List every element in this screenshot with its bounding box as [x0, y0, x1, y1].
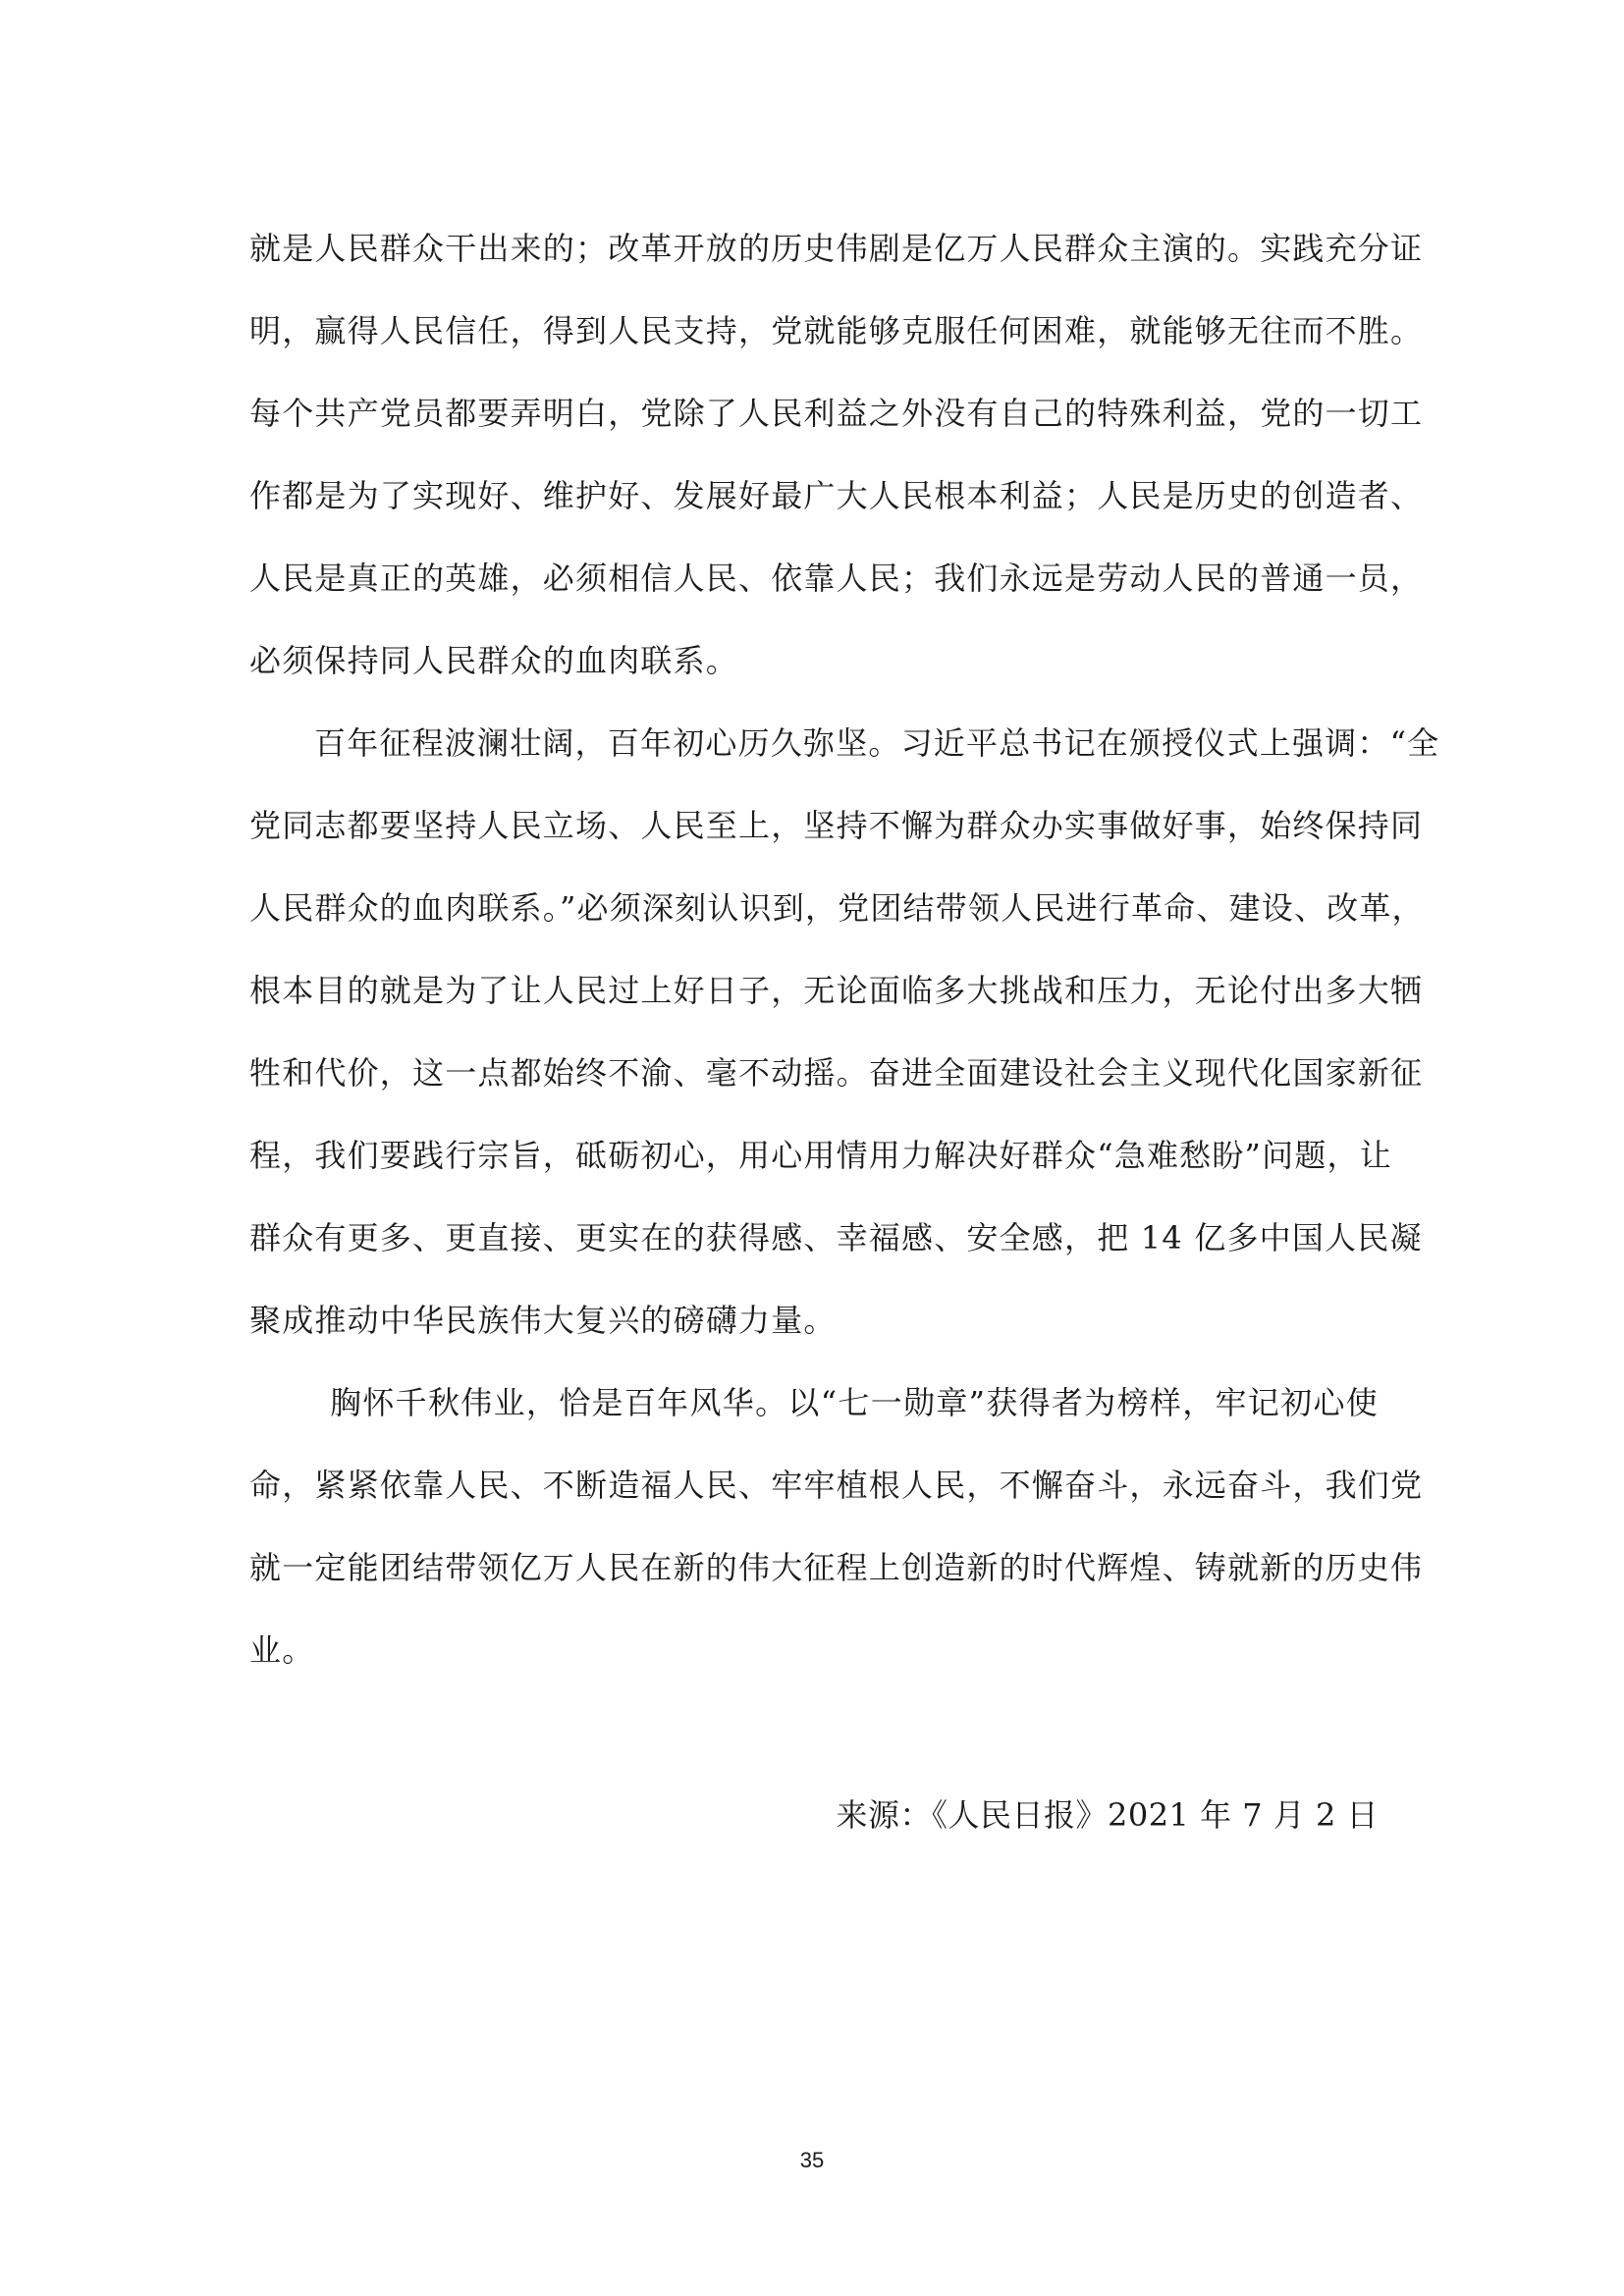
- text-line: 聚成推动中华民族伟大复兴的磅礴力量。: [249, 1302, 837, 1339]
- text-line: 必须保持同人民群众的血肉联系。: [249, 642, 739, 679]
- text-line: 每个共产党员都要弄明白，党除了人民利益之外没有自己的特殊利益，党的一切工: [249, 395, 1424, 432]
- source-citation: 来源：《人民日报》2021 年 7 月 2 日: [836, 1796, 1379, 1834]
- text-line: 人民群众的血肉联系。”必须深刻认识到，党团结带领人民进行革命、建设、改革，: [249, 889, 1425, 927]
- text-line: 就一定能团结带领亿万人民在新的伟大征程上创造新的时代辉煌、铸就新的历史伟: [249, 1549, 1424, 1586]
- text-line: 群众有更多、更直接、更实在的获得感、幸福感、安全感，把 14 亿多中国人民凝: [249, 1219, 1423, 1256]
- article-body: [249, 216, 1440, 1865]
- text-line: 程，我们要践行宗旨，砥砺初心，用心用情用力解决好群众“急难愁盼”问题，让: [249, 1137, 1392, 1174]
- text-line: 根本目的就是为了让人民过上好日子，无论面临多大挑战和压力，无论付出多大牺: [249, 972, 1424, 1009]
- spacer: [249, 1700, 1379, 1783]
- paragraph-2: [249, 711, 1440, 1370]
- text-line: 胸怀千秋伟业，恰是百年风华。以“七一勋章”获得者为榜样，牢记初心使: [330, 1384, 1379, 1421]
- text-line: 就是人民群众干出来的；改革开放的历史伟剧是亿万人民群众主演的。实践充分证: [249, 230, 1424, 267]
- text-line: 命，紧紧依靠人民、不断造福人民、牢牢植根人民，不懈奋斗，永远奋斗，我们党: [249, 1467, 1424, 1504]
- text-line: 百年征程波澜壮阔，百年初心历久弥坚。习近平总书记在颁授仪式上强调：“全: [314, 724, 1440, 762]
- text-line: 党同志都要坚持人民立场、人民至上，坚持不懈为群众办实事做好事，始终保持同: [249, 807, 1424, 844]
- text-line: 业。: [249, 1631, 315, 1669]
- text-line: 作都是为了实现好、维护好、发展好最广大人民根本利益；人民是历史的创造者、: [249, 477, 1424, 514]
- text-line: 明，赢得人民信任，得到人民支持，党就能够克服任何困难，就能够无往而不胜。: [249, 312, 1424, 349]
- page-number: 35: [799, 2148, 825, 2172]
- text-line: 人民是真正的英雄，必须相信人民、依靠人民；我们永远是劳动人民的普通一员，: [249, 560, 1424, 597]
- paragraph-3: [249, 1370, 1424, 1700]
- paragraph-1: [249, 216, 1424, 711]
- text-line: 牲和代价，这一点都始终不渝、毫不动摇。奋进全面建设社会主义现代化国家新征: [249, 1054, 1424, 1092]
